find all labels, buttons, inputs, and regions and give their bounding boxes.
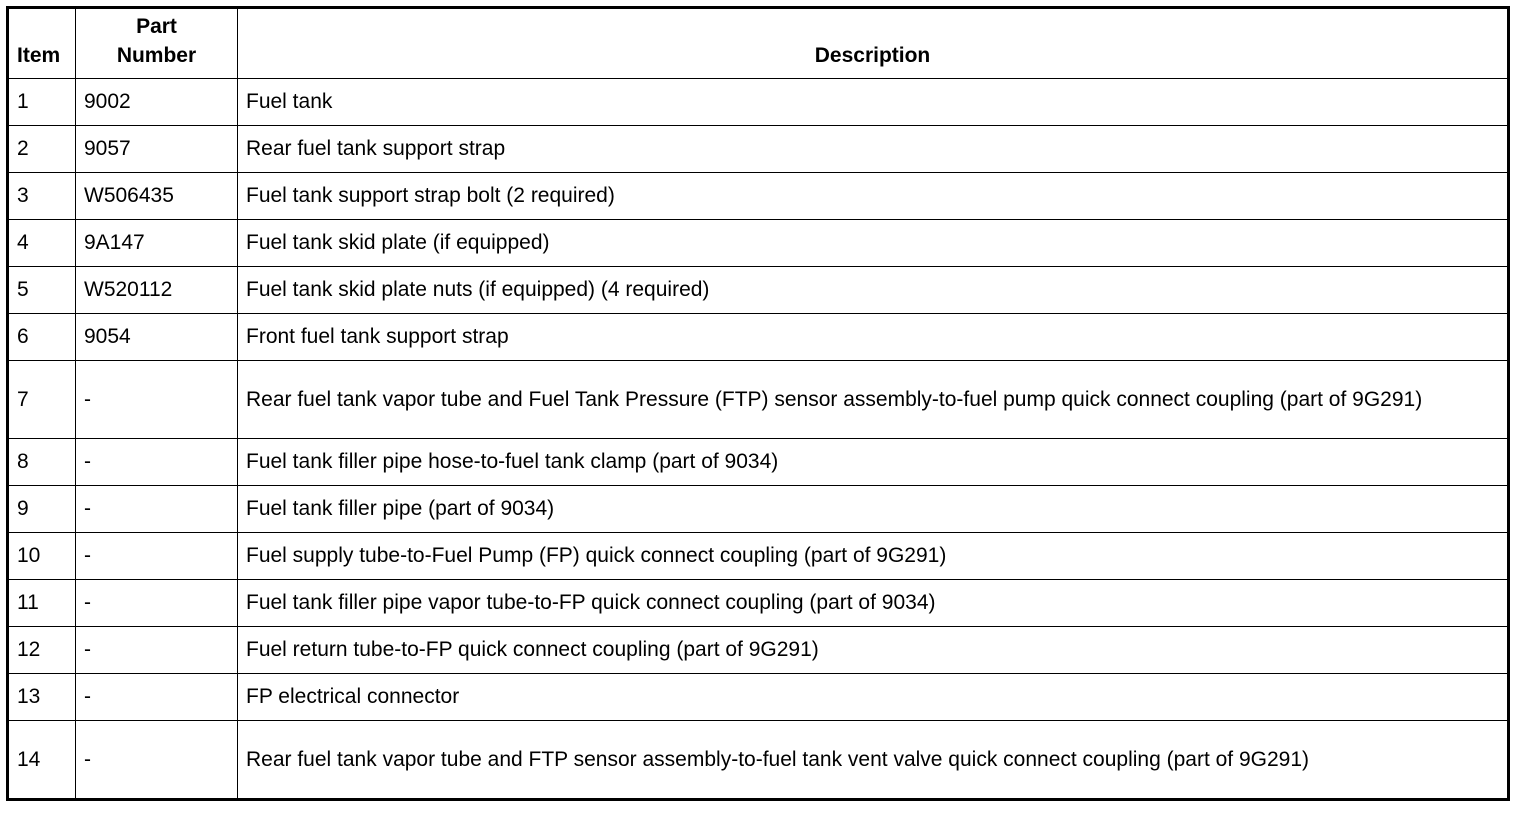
cell-item: 12 — [8, 627, 76, 674]
table-row — [8, 486, 1509, 533]
cell-part-number: - — [76, 486, 238, 533]
cell-part-number: 9054 — [76, 314, 238, 361]
cell-part-number: - — [76, 674, 238, 721]
table-row — [8, 126, 1509, 173]
table-row — [8, 721, 1509, 800]
cell-item: 7 — [8, 361, 76, 439]
cell-item: 5 — [8, 267, 76, 314]
cell-item: 1 — [8, 79, 76, 126]
cell-item: 4 — [8, 220, 76, 267]
parts-table-container — [6, 6, 1507, 815]
cell-part-number: - — [76, 627, 238, 674]
cell-item: 3 — [8, 173, 76, 220]
header-item: Item — [8, 8, 76, 79]
table-row — [8, 674, 1509, 721]
cell-item: 10 — [8, 533, 76, 580]
cell-item: 11 — [8, 580, 76, 627]
cell-description: Fuel tank filler pipe (part of 9034) — [238, 486, 1509, 533]
parts-table — [6, 6, 1510, 801]
table-row — [8, 361, 1509, 439]
cell-part-number: 9002 — [76, 79, 238, 126]
cell-description: Fuel tank filler pipe vapor tube-to-FP quick connect coupling (part of 9034) — [238, 580, 1509, 627]
table-row — [8, 439, 1509, 486]
cell-part-number: - — [76, 361, 238, 439]
cell-description: Fuel tank support strap bolt (2 required) — [238, 173, 1509, 220]
cell-description: Fuel supply tube-to-Fuel Pump (FP) quick connect coupling (part of 9G291) — [238, 533, 1509, 580]
table-row — [8, 220, 1509, 267]
table-row — [8, 314, 1509, 361]
cell-description: Fuel tank filler pipe hose-to-fuel tank clamp (part of 9034) — [238, 439, 1509, 486]
cell-part-number: W520112 — [76, 267, 238, 314]
cell-description: Fuel tank — [238, 79, 1509, 126]
cell-item: 2 — [8, 126, 76, 173]
cell-description: Fuel tank skid plate (if equipped) — [238, 220, 1509, 267]
cell-part-number: - — [76, 580, 238, 627]
cell-part-number: W506435 — [76, 173, 238, 220]
cell-description: Rear fuel tank vapor tube and Fuel Tank Pressure (FTP) sensor assembly-to-fuel pump quick connect coupling (part of 9G291) — [238, 361, 1509, 439]
cell-description: Fuel tank skid plate nuts (if equipped) (4 required) — [238, 267, 1509, 314]
cell-description: Front fuel tank support strap — [238, 314, 1509, 361]
cell-item: 6 — [8, 314, 76, 361]
table-row — [8, 79, 1509, 126]
header-part-number — [76, 8, 238, 79]
header-part-number-line1: Part — [136, 15, 177, 38]
header-description: Description — [238, 8, 1509, 79]
cell-description: Rear fuel tank support strap — [238, 126, 1509, 173]
cell-part-number: - — [76, 721, 238, 800]
cell-description: FP electrical connector — [238, 674, 1509, 721]
cell-description: Rear fuel tank vapor tube and FTP sensor assembly-to-fuel tank vent valve quick connect coupling (part of 9G291) — [238, 721, 1509, 800]
cell-description: Fuel return tube-to-FP quick connect coupling (part of 9G291) — [238, 627, 1509, 674]
header-part-number-line2: Number — [116, 44, 197, 67]
header-row — [8, 8, 1509, 79]
cell-item: 9 — [8, 486, 76, 533]
cell-part-number: 9057 — [76, 126, 238, 173]
table-row — [8, 267, 1509, 314]
cell-item: 13 — [8, 674, 76, 721]
cell-item: 14 — [8, 721, 76, 800]
table-row — [8, 533, 1509, 580]
cell-part-number: - — [76, 439, 238, 486]
cell-part-number: - — [76, 533, 238, 580]
cell-item: 8 — [8, 439, 76, 486]
table-row — [8, 580, 1509, 627]
table-row — [8, 173, 1509, 220]
table-row — [8, 627, 1509, 674]
cell-part-number: 9A147 — [76, 220, 238, 267]
